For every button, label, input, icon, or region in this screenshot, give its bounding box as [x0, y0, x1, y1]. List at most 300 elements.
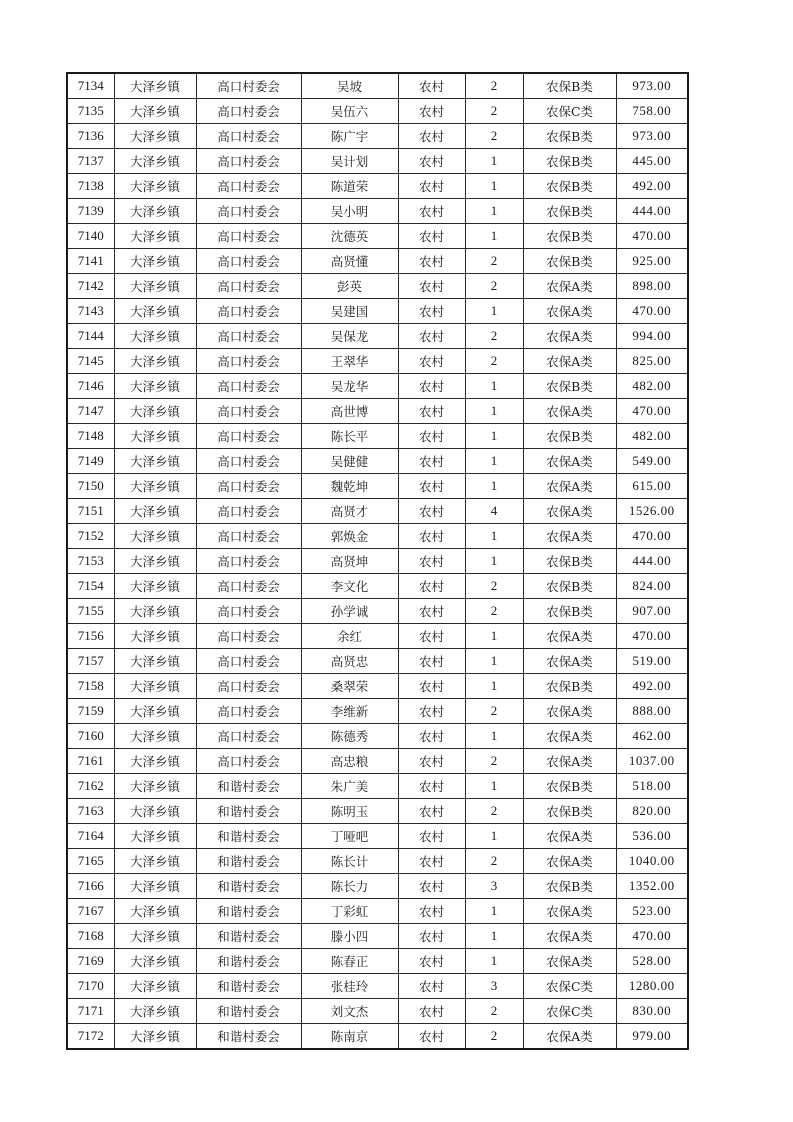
table-row	[67, 724, 688, 749]
row-number-cell: 7168	[67, 924, 114, 949]
area-type-cell: 农村	[398, 949, 465, 974]
table-row	[67, 299, 688, 324]
name-cell: 丁哑吧	[301, 824, 398, 849]
amount-cell: 615.00	[616, 474, 688, 499]
household-count-cell: 3	[465, 874, 523, 899]
amount-cell: 758.00	[616, 99, 688, 124]
amount-cell: 825.00	[616, 349, 688, 374]
amount-cell: 824.00	[616, 574, 688, 599]
name-cell: 高世博	[301, 399, 398, 424]
household-count-cell: 1	[465, 774, 523, 799]
row-number-cell: 7163	[67, 799, 114, 824]
household-count-cell: 1	[465, 374, 523, 399]
village-committee-cell: 和谐村委会	[196, 924, 301, 949]
town-cell: 大泽乡镇	[114, 474, 196, 499]
name-cell: 陈德秀	[301, 724, 398, 749]
name-cell: 孙学诚	[301, 599, 398, 624]
town-cell: 大泽乡镇	[114, 674, 196, 699]
town-cell: 大泽乡镇	[114, 574, 196, 599]
amount-cell: 523.00	[616, 899, 688, 924]
row-number-cell: 7156	[67, 624, 114, 649]
household-count-cell: 1	[465, 674, 523, 699]
row-number-cell: 7157	[67, 649, 114, 674]
town-cell: 大泽乡镇	[114, 99, 196, 124]
area-type-cell: 农村	[398, 224, 465, 249]
insurance-category-cell: 农保B类	[523, 874, 616, 899]
insurance-category-cell: 农保A类	[523, 624, 616, 649]
town-cell: 大泽乡镇	[114, 924, 196, 949]
area-type-cell: 农村	[398, 374, 465, 399]
amount-cell: 1037.00	[616, 749, 688, 774]
table-row	[67, 399, 688, 424]
household-count-cell: 2	[465, 73, 523, 99]
name-cell: 陈广宇	[301, 124, 398, 149]
area-type-cell: 农村	[398, 624, 465, 649]
name-cell: 魏乾坤	[301, 474, 398, 499]
area-type-cell: 农村	[398, 849, 465, 874]
table-row	[67, 949, 688, 974]
amount-cell: 994.00	[616, 324, 688, 349]
table-row	[67, 449, 688, 474]
table-row	[67, 124, 688, 149]
name-cell: 陈长计	[301, 849, 398, 874]
town-cell: 大泽乡镇	[114, 524, 196, 549]
insurance-category-cell: 农保B类	[523, 124, 616, 149]
name-cell: 吴坡	[301, 73, 398, 99]
insurance-category-cell: 农保A类	[523, 324, 616, 349]
name-cell: 吴保龙	[301, 324, 398, 349]
name-cell: 吴健健	[301, 449, 398, 474]
village-committee-cell: 和谐村委会	[196, 874, 301, 899]
town-cell: 大泽乡镇	[114, 724, 196, 749]
area-type-cell: 农村	[398, 324, 465, 349]
amount-cell: 973.00	[616, 73, 688, 99]
village-committee-cell: 高口村委会	[196, 674, 301, 699]
village-committee-cell: 和谐村委会	[196, 849, 301, 874]
area-type-cell: 农村	[398, 799, 465, 824]
village-committee-cell: 和谐村委会	[196, 999, 301, 1024]
insurance-category-cell: 农保A类	[523, 399, 616, 424]
town-cell: 大泽乡镇	[114, 624, 196, 649]
town-cell: 大泽乡镇	[114, 974, 196, 999]
household-count-cell: 1	[465, 824, 523, 849]
name-cell: 高贤坤	[301, 549, 398, 574]
town-cell: 大泽乡镇	[114, 274, 196, 299]
insurance-category-cell: 农保A类	[523, 899, 616, 924]
village-committee-cell: 高口村委会	[196, 274, 301, 299]
town-cell: 大泽乡镇	[114, 374, 196, 399]
table-row	[67, 324, 688, 349]
household-count-cell: 2	[465, 799, 523, 824]
household-count-cell: 2	[465, 349, 523, 374]
area-type-cell: 农村	[398, 899, 465, 924]
row-number-cell: 7144	[67, 324, 114, 349]
town-cell: 大泽乡镇	[114, 73, 196, 99]
area-type-cell: 农村	[398, 299, 465, 324]
insurance-category-cell: 农保B类	[523, 674, 616, 699]
table-row	[67, 624, 688, 649]
row-number-cell: 7158	[67, 674, 114, 699]
amount-cell: 444.00	[616, 549, 688, 574]
row-number-cell: 7134	[67, 73, 114, 99]
amount-cell: 470.00	[616, 924, 688, 949]
village-committee-cell: 和谐村委会	[196, 1024, 301, 1050]
village-committee-cell: 高口村委会	[196, 524, 301, 549]
town-cell: 大泽乡镇	[114, 424, 196, 449]
table-row	[67, 974, 688, 999]
row-number-cell: 7162	[67, 774, 114, 799]
town-cell: 大泽乡镇	[114, 299, 196, 324]
household-count-cell: 1	[465, 724, 523, 749]
village-committee-cell: 高口村委会	[196, 449, 301, 474]
household-count-cell: 1	[465, 899, 523, 924]
amount-cell: 470.00	[616, 524, 688, 549]
row-number-cell: 7165	[67, 849, 114, 874]
village-committee-cell: 高口村委会	[196, 174, 301, 199]
village-committee-cell: 和谐村委会	[196, 824, 301, 849]
town-cell: 大泽乡镇	[114, 599, 196, 624]
name-cell: 陈春正	[301, 949, 398, 974]
town-cell: 大泽乡镇	[114, 249, 196, 274]
row-number-cell: 7170	[67, 974, 114, 999]
amount-cell: 925.00	[616, 249, 688, 274]
household-count-cell: 1	[465, 199, 523, 224]
household-count-cell: 2	[465, 699, 523, 724]
household-count-cell: 2	[465, 849, 523, 874]
area-type-cell: 农村	[398, 924, 465, 949]
household-count-cell: 2	[465, 999, 523, 1024]
row-number-cell: 7154	[67, 574, 114, 599]
household-count-cell: 2	[465, 249, 523, 274]
beneficiary-table	[66, 72, 689, 1050]
area-type-cell: 农村	[398, 99, 465, 124]
town-cell: 大泽乡镇	[114, 824, 196, 849]
amount-cell: 519.00	[616, 649, 688, 674]
area-type-cell: 农村	[398, 174, 465, 199]
household-count-cell: 1	[465, 399, 523, 424]
amount-cell: 482.00	[616, 374, 688, 399]
row-number-cell: 7160	[67, 724, 114, 749]
amount-cell: 518.00	[616, 774, 688, 799]
amount-cell: 470.00	[616, 224, 688, 249]
area-type-cell: 农村	[398, 149, 465, 174]
name-cell: 郭焕金	[301, 524, 398, 549]
amount-cell: 973.00	[616, 124, 688, 149]
table-row	[67, 549, 688, 574]
amount-cell: 470.00	[616, 299, 688, 324]
area-type-cell: 农村	[398, 574, 465, 599]
name-cell: 吴计划	[301, 149, 398, 174]
name-cell: 吴龙华	[301, 374, 398, 399]
insurance-category-cell: 农保B类	[523, 549, 616, 574]
village-committee-cell: 高口村委会	[196, 624, 301, 649]
table-row	[67, 199, 688, 224]
village-committee-cell: 高口村委会	[196, 73, 301, 99]
row-number-cell: 7140	[67, 224, 114, 249]
table-row	[67, 899, 688, 924]
area-type-cell: 农村	[398, 699, 465, 724]
table-body	[67, 73, 688, 1049]
village-committee-cell: 高口村委会	[196, 324, 301, 349]
insurance-category-cell: 农保B类	[523, 424, 616, 449]
insurance-category-cell: 农保A类	[523, 949, 616, 974]
household-count-cell: 1	[465, 474, 523, 499]
area-type-cell: 农村	[398, 349, 465, 374]
name-cell: 刘文杰	[301, 999, 398, 1024]
name-cell: 陈道荣	[301, 174, 398, 199]
row-number-cell: 7142	[67, 274, 114, 299]
insurance-category-cell: 农保B类	[523, 374, 616, 399]
village-committee-cell: 高口村委会	[196, 124, 301, 149]
village-committee-cell: 高口村委会	[196, 199, 301, 224]
row-number-cell: 7139	[67, 199, 114, 224]
row-number-cell: 7166	[67, 874, 114, 899]
table-row	[67, 999, 688, 1024]
insurance-category-cell: 农保B类	[523, 149, 616, 174]
insurance-category-cell: 农保B类	[523, 224, 616, 249]
table-row	[67, 649, 688, 674]
name-cell: 吴小明	[301, 199, 398, 224]
name-cell: 彭英	[301, 274, 398, 299]
table-row	[67, 149, 688, 174]
town-cell: 大泽乡镇	[114, 149, 196, 174]
row-number-cell: 7151	[67, 499, 114, 524]
village-committee-cell: 和谐村委会	[196, 899, 301, 924]
town-cell: 大泽乡镇	[114, 999, 196, 1024]
village-committee-cell: 高口村委会	[196, 249, 301, 274]
household-count-cell: 4	[465, 499, 523, 524]
insurance-category-cell: 农保B类	[523, 774, 616, 799]
village-committee-cell: 高口村委会	[196, 224, 301, 249]
name-cell: 吴建国	[301, 299, 398, 324]
insurance-category-cell: 农保A类	[523, 924, 616, 949]
name-cell: 沈德英	[301, 224, 398, 249]
row-number-cell: 7161	[67, 749, 114, 774]
row-number-cell: 7136	[67, 124, 114, 149]
household-count-cell: 2	[465, 124, 523, 149]
name-cell: 王翠华	[301, 349, 398, 374]
table-row	[67, 374, 688, 399]
amount-cell: 1352.00	[616, 874, 688, 899]
town-cell: 大泽乡镇	[114, 124, 196, 149]
village-committee-cell: 高口村委会	[196, 649, 301, 674]
area-type-cell: 农村	[398, 974, 465, 999]
table-row	[67, 1024, 688, 1050]
name-cell: 高忠粮	[301, 749, 398, 774]
village-committee-cell: 高口村委会	[196, 99, 301, 124]
household-count-cell: 1	[465, 549, 523, 574]
village-committee-cell: 和谐村委会	[196, 774, 301, 799]
area-type-cell: 农村	[398, 274, 465, 299]
name-cell: 高贤才	[301, 499, 398, 524]
household-count-cell: 2	[465, 574, 523, 599]
area-type-cell: 农村	[398, 549, 465, 574]
area-type-cell: 农村	[398, 674, 465, 699]
village-committee-cell: 高口村委会	[196, 299, 301, 324]
amount-cell: 1280.00	[616, 974, 688, 999]
insurance-category-cell: 农保A类	[523, 349, 616, 374]
insurance-category-cell: 农保A类	[523, 299, 616, 324]
row-number-cell: 7137	[67, 149, 114, 174]
table-row	[67, 349, 688, 374]
area-type-cell: 农村	[398, 249, 465, 274]
row-number-cell: 7145	[67, 349, 114, 374]
table-row	[67, 499, 688, 524]
table-row	[67, 99, 688, 124]
name-cell: 吴伍六	[301, 99, 398, 124]
household-count-cell: 2	[465, 324, 523, 349]
insurance-category-cell: 农保B类	[523, 199, 616, 224]
village-committee-cell: 高口村委会	[196, 699, 301, 724]
area-type-cell: 农村	[398, 1024, 465, 1050]
row-number-cell: 7152	[67, 524, 114, 549]
insurance-category-cell: 农保A类	[523, 724, 616, 749]
area-type-cell: 农村	[398, 449, 465, 474]
household-count-cell: 1	[465, 624, 523, 649]
table-row	[67, 924, 688, 949]
insurance-category-cell: 农保C类	[523, 974, 616, 999]
area-type-cell: 农村	[398, 199, 465, 224]
amount-cell: 492.00	[616, 674, 688, 699]
table-row	[67, 699, 688, 724]
amount-cell: 470.00	[616, 399, 688, 424]
area-type-cell: 农村	[398, 824, 465, 849]
table-row	[67, 474, 688, 499]
insurance-category-cell: 农保B类	[523, 799, 616, 824]
household-count-cell: 3	[465, 974, 523, 999]
amount-cell: 492.00	[616, 174, 688, 199]
table-row	[67, 174, 688, 199]
village-committee-cell: 高口村委会	[196, 599, 301, 624]
town-cell: 大泽乡镇	[114, 899, 196, 924]
village-committee-cell: 高口村委会	[196, 499, 301, 524]
village-committee-cell: 高口村委会	[196, 474, 301, 499]
name-cell: 高贤懂	[301, 249, 398, 274]
town-cell: 大泽乡镇	[114, 699, 196, 724]
name-cell: 陈明玉	[301, 799, 398, 824]
town-cell: 大泽乡镇	[114, 449, 196, 474]
village-committee-cell: 和谐村委会	[196, 949, 301, 974]
household-count-cell: 1	[465, 149, 523, 174]
area-type-cell: 农村	[398, 649, 465, 674]
area-type-cell: 农村	[398, 399, 465, 424]
area-type-cell: 农村	[398, 874, 465, 899]
table-row	[67, 224, 688, 249]
area-type-cell: 农村	[398, 724, 465, 749]
area-type-cell: 农村	[398, 599, 465, 624]
row-number-cell: 7155	[67, 599, 114, 624]
name-cell: 丁彩虹	[301, 899, 398, 924]
household-count-cell: 1	[465, 299, 523, 324]
town-cell: 大泽乡镇	[114, 874, 196, 899]
table-row	[67, 599, 688, 624]
village-committee-cell: 高口村委会	[196, 749, 301, 774]
table-row	[67, 249, 688, 274]
table-row	[67, 824, 688, 849]
area-type-cell: 农村	[398, 73, 465, 99]
insurance-category-cell: 农保B类	[523, 249, 616, 274]
village-committee-cell: 和谐村委会	[196, 974, 301, 999]
amount-cell: 898.00	[616, 274, 688, 299]
town-cell: 大泽乡镇	[114, 649, 196, 674]
amount-cell: 536.00	[616, 824, 688, 849]
village-committee-cell: 高口村委会	[196, 549, 301, 574]
area-type-cell: 农村	[398, 424, 465, 449]
row-number-cell: 7146	[67, 374, 114, 399]
table-row	[67, 874, 688, 899]
row-number-cell: 7169	[67, 949, 114, 974]
household-count-cell: 1	[465, 924, 523, 949]
household-count-cell: 1	[465, 174, 523, 199]
amount-cell: 830.00	[616, 999, 688, 1024]
village-committee-cell: 高口村委会	[196, 724, 301, 749]
amount-cell: 482.00	[616, 424, 688, 449]
row-number-cell: 7159	[67, 699, 114, 724]
name-cell: 李文化	[301, 574, 398, 599]
table-row	[67, 849, 688, 874]
row-number-cell: 7164	[67, 824, 114, 849]
name-cell: 高贤忠	[301, 649, 398, 674]
table-row	[67, 274, 688, 299]
household-count-cell: 1	[465, 649, 523, 674]
insurance-category-cell: 农保A类	[523, 524, 616, 549]
table-row	[67, 774, 688, 799]
town-cell: 大泽乡镇	[114, 349, 196, 374]
insurance-category-cell: 农保A类	[523, 749, 616, 774]
table-row	[67, 749, 688, 774]
village-committee-cell: 高口村委会	[196, 424, 301, 449]
insurance-category-cell: 农保B类	[523, 174, 616, 199]
town-cell: 大泽乡镇	[114, 224, 196, 249]
name-cell: 桑翠荣	[301, 674, 398, 699]
village-committee-cell: 高口村委会	[196, 574, 301, 599]
row-number-cell: 7150	[67, 474, 114, 499]
insurance-category-cell: 农保A类	[523, 649, 616, 674]
household-count-cell: 1	[465, 949, 523, 974]
row-number-cell: 7167	[67, 899, 114, 924]
insurance-category-cell: 农保C类	[523, 999, 616, 1024]
name-cell: 张桂玲	[301, 974, 398, 999]
household-count-cell: 1	[465, 449, 523, 474]
area-type-cell: 农村	[398, 124, 465, 149]
row-number-cell: 7153	[67, 549, 114, 574]
amount-cell: 1040.00	[616, 849, 688, 874]
village-committee-cell: 高口村委会	[196, 399, 301, 424]
row-number-cell: 7171	[67, 999, 114, 1024]
amount-cell: 907.00	[616, 599, 688, 624]
insurance-category-cell: 农保B类	[523, 574, 616, 599]
table-row	[67, 574, 688, 599]
table-row	[67, 524, 688, 549]
amount-cell: 470.00	[616, 624, 688, 649]
row-number-cell: 7141	[67, 249, 114, 274]
row-number-cell: 7143	[67, 299, 114, 324]
household-count-cell: 2	[465, 1024, 523, 1050]
town-cell: 大泽乡镇	[114, 399, 196, 424]
town-cell: 大泽乡镇	[114, 1024, 196, 1050]
amount-cell: 444.00	[616, 199, 688, 224]
insurance-category-cell: 农保A类	[523, 474, 616, 499]
amount-cell: 445.00	[616, 149, 688, 174]
household-count-cell: 1	[465, 224, 523, 249]
area-type-cell: 农村	[398, 474, 465, 499]
town-cell: 大泽乡镇	[114, 774, 196, 799]
town-cell: 大泽乡镇	[114, 324, 196, 349]
row-number-cell: 7149	[67, 449, 114, 474]
household-count-cell: 2	[465, 599, 523, 624]
town-cell: 大泽乡镇	[114, 749, 196, 774]
insurance-category-cell: 农保B类	[523, 599, 616, 624]
